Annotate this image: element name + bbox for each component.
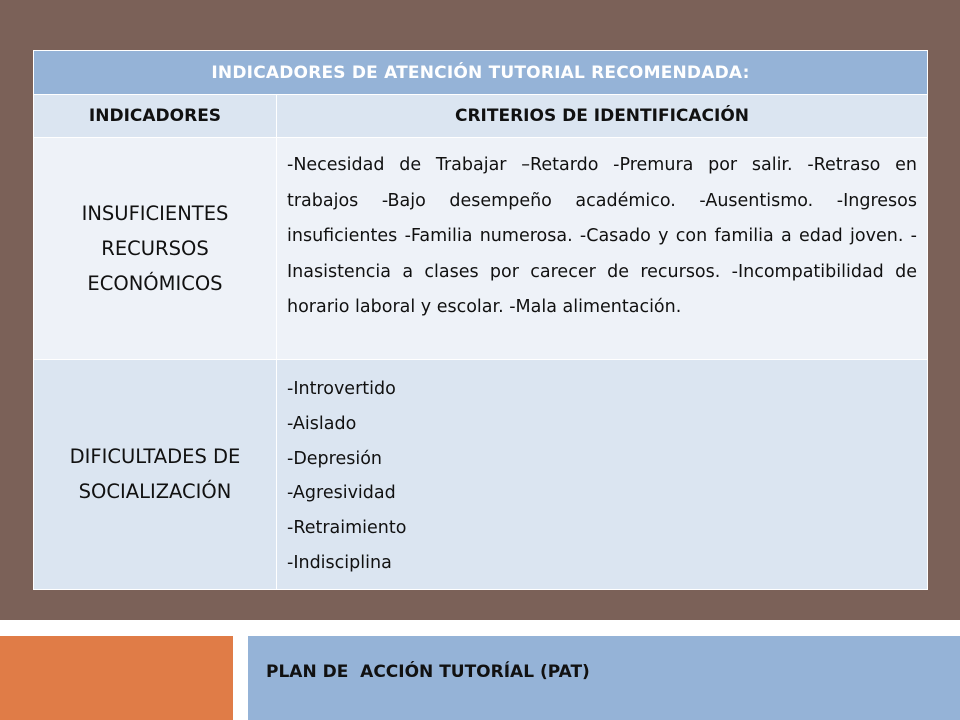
criteria-text: -Necesidad de Trabajar –Retardo -Premura por salir. -Retraso en trabajos -Bajo desempeño académico. -Ausentismo. -Ingresos insuficientes -Familia numerosa. -Casado y con familia a edad joven. -Inasistencia a clases por carecer de recursos. -Incompatibilidad de horario laboral y escolar. -Mala alimentación. [287, 155, 917, 317]
list-item: -Retraimiento [287, 518, 407, 539]
indicator-line: ECONÓMICOS [87, 272, 223, 295]
footer-title-band [248, 636, 960, 720]
list-item: -Aislado [287, 413, 357, 434]
table-title: INDICADORES DE ATENCIÓN TUTORIAL RECOMENDADA: [34, 51, 928, 95]
indicator-line: INSUFICIENTES [81, 202, 229, 225]
list-item: -Indisciplina [287, 552, 392, 573]
list-item: -Agresividad [287, 483, 396, 504]
indicators-table [33, 50, 928, 590]
table-row [34, 360, 928, 590]
list-item: -Introvertido [287, 379, 396, 399]
list-item: -Depresión [287, 448, 383, 469]
footer-title: PLAN DE ACCIÓN TUTORÍAL (PAT) [266, 662, 590, 682]
column-header-indicadores: INDICADORES [34, 95, 277, 138]
table-header-row [34, 95, 928, 138]
indicator-line: SOCIALIZACIÓN [78, 480, 232, 504]
column-header-criterios: CRITERIOS DE IDENTIFICACIÓN [277, 95, 928, 138]
table-title-row [34, 51, 928, 95]
table-row [34, 138, 928, 360]
criteria-cell-socializacion [277, 360, 928, 590]
indicator-cell-recursos [34, 138, 277, 360]
criteria-cell-recursos [277, 138, 928, 360]
indicator-line: DIFICULTADES DE [69, 445, 241, 469]
footer-accent-block [0, 636, 233, 720]
indicator-line: RECURSOS [101, 237, 209, 260]
criteria-list [287, 370, 917, 581]
indicator-cell-socializacion [34, 360, 277, 590]
